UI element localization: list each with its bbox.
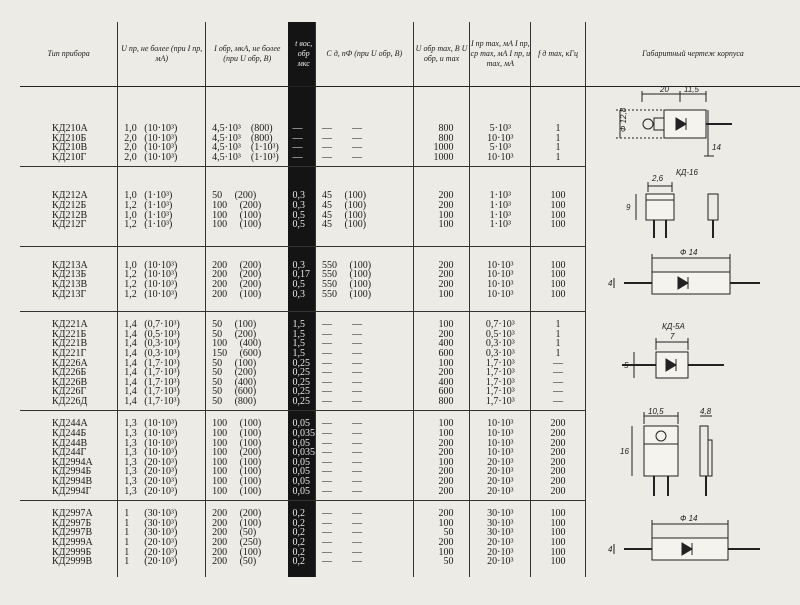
capacitance-cell: — — — — — — — — — — — — — — — — [315,411,413,501]
reverse-current-cell: 50 (200) 100 (200) 100 (100) 100 (100) [206,167,289,246]
package-drawing-kd16 [610,166,760,246]
max-frequency-cell: 100 100 100 100 [531,167,586,246]
recovery-time-cell: — — — — [288,87,315,167]
max-frequency-cell: 100 100 100 100 [531,246,586,311]
dim-label: 4 [608,279,613,288]
max-reverse-voltage-cell: 800 800 1000 1000 [413,87,470,167]
header-capacitance: C д, пФ (при U обр, В) [315,22,413,87]
recovery-time-cell: 0,05 0,035 0,05 0,035 0,05 0,05 0,05 0,05 [288,411,315,501]
max-forward-current-cell: 10·10³ 10·10³ 10·10³ 10·10³ 20·10³ 20·10³ 20·10³ 20·10³ [470,411,531,501]
max-forward-current-cell: 10·10³ 10·10³ 10·10³ 10·10³ [470,246,531,311]
package-title: КД-16 [676,168,698,177]
header-max-frequency: f д max, кГц [531,22,586,87]
max-reverse-voltage-cell: 100 100 200 200 100 200 200 200 [413,411,470,501]
max-reverse-voltage-cell: 100 200 400 600 100 200 400 600 800 [413,312,470,411]
capacitance-cell: — — — — — — — — — — — — [315,501,413,577]
type-cell: КД212А КД212Б КД212В КД212Г [20,167,118,246]
forward-voltage-cell: 1,0 (1·10³) 1,2 (1·10³) 1,0 (1·10³) 1,2 (1·10³) [118,167,206,246]
dim-label: Ф 12,8 [619,107,628,132]
header-package-drawing: Габаритный чертеж корпуса [585,22,800,87]
dim-label: 7 [670,332,675,341]
type-cell: КД2997А КД2997Б КД2997В КД2999А КД2999Б КД2999В [20,501,118,577]
forward-voltage-cell: 1,3 (10·10³) 1,3 (10·10³) 1,3 (10·10³) 1,3 (10·10³) 1,3 (20·10³) 1,3 (20·10³) 1,3 (20·10³) 1,3 (20·10³) [118,411,206,501]
package-title: КД-5А [662,322,685,331]
dim-label: 4,8 [700,407,712,416]
package-drawing-axial-2 [610,510,780,566]
max-forward-current-cell: 30·10³ 30·10³ 30·10³ 20·10³ 20·10³ 20·10³ [470,501,531,577]
header-type: Тип прибора [20,22,118,87]
max-forward-current-cell: 1·10³ 1·10³ 1·10³ 1·10³ [470,167,531,246]
max-reverse-voltage-cell: 200 100 50 200 100 50 [413,501,470,577]
reverse-current-cell: 200 (200) 200 (100) 200 (50) 200 (250) 200 (100) 200 (50) [206,501,289,577]
forward-voltage-cell: 1,4 (0,7·10³) 1,4 (0,5·10³) 1,4 (0,3·10³) 1,4 (0,3·10³) 1,4 (1,7·10³) 1,4 (1,7·10³) 1,4 (1,7·10³) 1,4 (1,7·10³) 1,4 (1,7·10³) [118,312,206,411]
type-cell: КД221А КД221Б КД221В КД221Г КД226А КД226Б КД226В КД226Г КД226Д [20,312,118,411]
capacitance-cell: 550 (100) 550 (100) 550 (100) 550 (100) [315,246,413,311]
type-cell: КД213А КД213Б КД213В КД213Г [20,246,118,311]
recovery-time-cell: 0,3 0,17 0,5 0,3 [288,246,315,311]
max-frequency-cell: 100 100 100 100 100 100 [531,501,586,577]
max-reverse-voltage-cell: 200 200 200 100 [413,246,470,311]
package-drawing-kd210 [584,85,794,164]
max-forward-current-cell: 0,7·10³ 0,5·10³ 0,3·10³ 0,3·10³ 1,7·10³ 1,7·10³ 1,7·10³ 1,7·10³ 1,7·10³ [470,312,531,411]
max-forward-current-cell: 5·10³ 10·10³ 5·10³ 10·10³ [470,87,531,167]
dim-label: 9 [626,203,631,212]
reverse-current-cell: 200 (200) 200 (200) 200 (200) 200 (100) [206,246,289,311]
forward-voltage-cell: 1,0 (10·10³) 2,0 (10·10³) 2,0 (10·10³) 2,0 (10·10³) [118,87,206,167]
dim-label: 16 [620,447,629,456]
dim-label: 20 [660,85,669,94]
max-reverse-voltage-cell: 200 200 100 100 [413,167,470,246]
type-cell: КД244А КД244Б КД244В КД244Г КД2994А КД2994Б КД2994В КД2994Г [20,411,118,501]
dim-label: Ф 14 [680,514,698,523]
package-drawing-to220 [614,407,764,506]
dim-label: 11,5 [684,85,699,94]
max-frequency-cell: 1 1 1 1 — — — — — [531,312,586,411]
capacitance-cell: — — — — — — — — — — — — — — — — — — [315,312,413,411]
capacitance-cell: 45 (100) 45 (100) 45 (100) 45 (100) [315,167,413,246]
recovery-time-cell: 0,2 0,2 0,2 0,2 0,2 0,2 [288,501,315,577]
dim-label: Ф 14 [680,248,698,257]
header-recovery-time: t вос, обр мкс [288,22,315,87]
header-forward-voltage: U пр, не более (при I пр, мА) [118,22,206,87]
dim-label: 4 [608,545,613,554]
reverse-current-cell: 4,5·10³ (800) 4,5·10³ (800) 4,5·10³ (1·10³) 4,5·10³ (1·10³) [206,87,289,167]
max-frequency-cell: 200 200 200 200 200 200 200 200 [531,411,586,501]
forward-voltage-cell: 1 (30·10³) 1 (30·10³) 1 (30·10³) 1 (20·10³) 1 (20·10³) 1 (20·10³) [118,501,206,577]
dim-label: 14 [712,143,721,152]
package-drawing-kd5a [612,320,762,392]
max-frequency-cell: 1 1 1 1 [531,87,586,167]
package-drawing-axial-1 [610,244,780,300]
header-reverse-current: I обр, мкА, не более (при U обр, В) [206,22,289,87]
reverse-current-cell: 100 (100) 100 (100) 100 (100) 100 (200) 100 (100) 100 (100) 100 (100) 100 (100) [206,411,289,501]
capacitance-cell: — — — — — — — — [315,87,413,167]
reverse-current-cell: 50 (100) 50 (200) 100 (400) 150 (600) 50 (100) 50 (200) 50 (400) 50 (600) 50 (800) [206,312,289,411]
recovery-time-cell: 0,3 0,3 0,5 0,5 [288,167,315,246]
dim-label: 10,5 [648,407,664,416]
dim-label: 5 [624,361,629,370]
type-cell: КД210А КД210Б КД210В КД210Г [52,123,88,163]
dim-label: 2,6 [652,174,664,183]
forward-voltage-cell: 1,0 (10·10³) 1,2 (10·10³) 1,2 (10·10³) 1,2 (10·10³) [118,246,206,311]
header-max-forward-current: I пр max, мА I пр, ср max, мА I пр, и max, мА [470,22,531,87]
header-max-reverse-voltage: U обр max, В U обр, и max [413,22,470,87]
recovery-time-cell: 1,5 1,5 1,5 1,5 0,25 0,25 0,25 0,25 0,25 [288,312,315,411]
